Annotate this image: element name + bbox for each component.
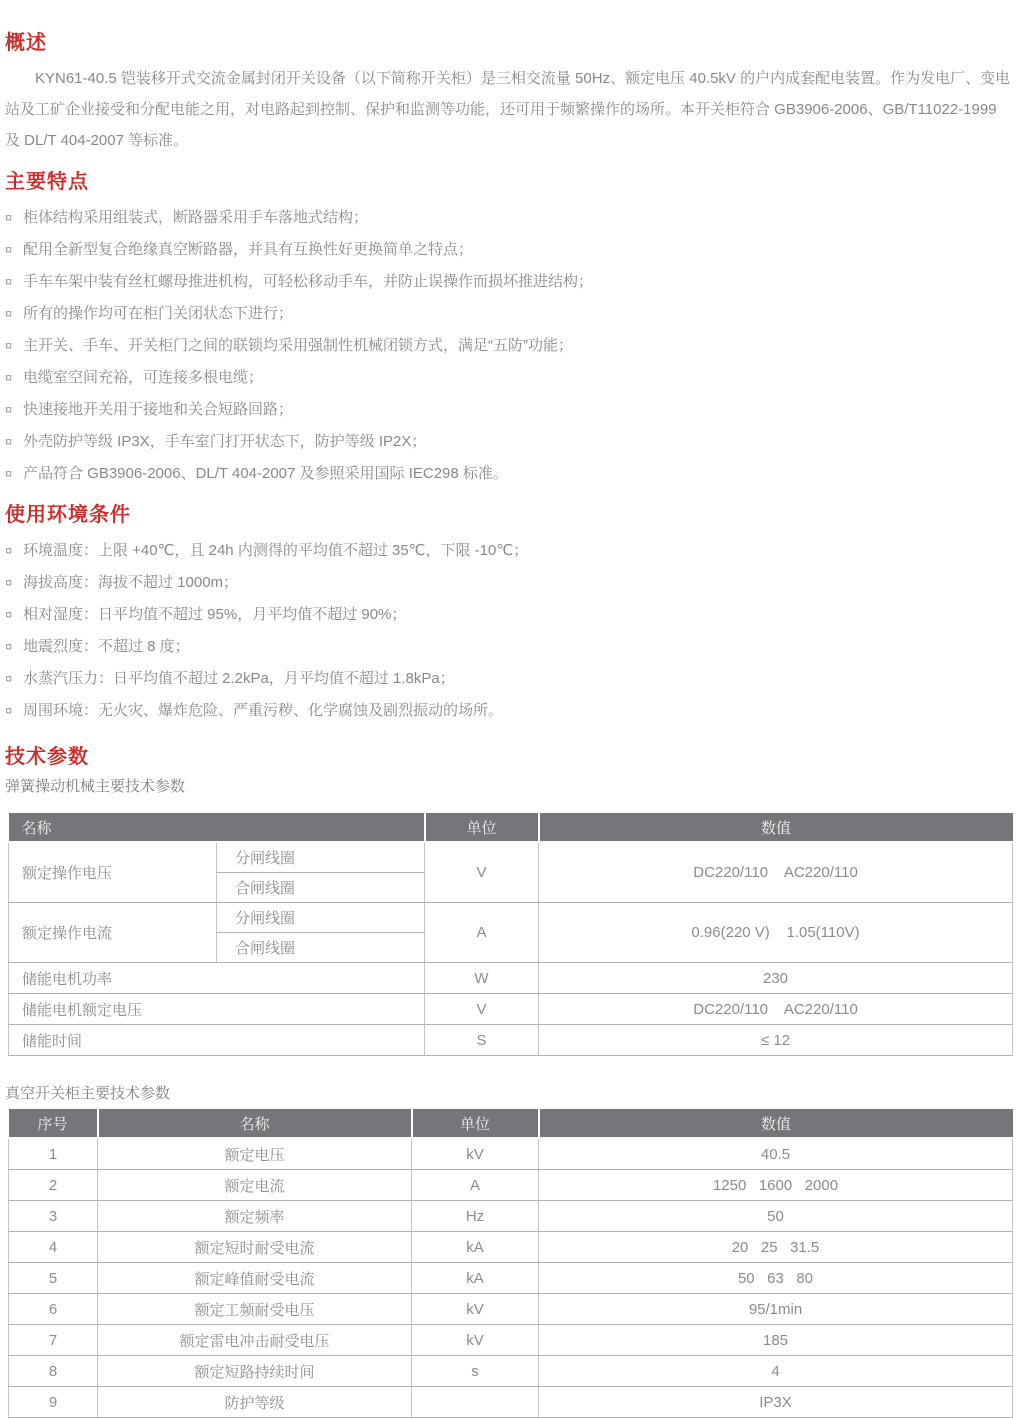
env-item-text: 水蒸汽压力：日平均值不超过 2.2kPa，月平均值不超过 1.8kPa； [23, 670, 455, 687]
feature-item-text: 所有的操作均可在柜门关闭状态下进行； [23, 305, 294, 322]
cell-name: 额定电压 [98, 1138, 412, 1170]
cell-unit: W [425, 963, 539, 994]
table-row [9, 1325, 1013, 1356]
cell-unit: S [425, 1025, 539, 1056]
cell-no: 1 [9, 1138, 98, 1170]
env-item-text: 地震烈度：不超过 8 度； [23, 638, 190, 655]
cell-no: 8 [9, 1356, 98, 1387]
cell-no: 6 [9, 1294, 98, 1325]
cell-unit: kV [412, 1138, 539, 1170]
table-row [9, 963, 1013, 994]
bullet-icon: ¤ [5, 274, 13, 289]
cell-unit: kV [412, 1325, 539, 1356]
environment-list [5, 535, 1012, 727]
cell-value: IP3X [539, 1387, 1013, 1418]
cell-name: 储能时间 [9, 1025, 425, 1056]
env-item [5, 663, 1012, 695]
env-item [5, 631, 1012, 663]
bullet-icon: ¤ [5, 639, 13, 654]
bullet-icon: ¤ [5, 370, 13, 385]
cell-unit: kA [412, 1232, 539, 1263]
table-row [9, 1025, 1013, 1056]
feature-item [5, 234, 1012, 266]
cell-unit: kA [412, 1263, 539, 1294]
section-heading-environment: 使用环境条件 [5, 504, 131, 526]
bullet-icon: ¤ [5, 466, 13, 481]
cell-value: 230 [539, 963, 1013, 994]
cell-name: 储能电机额定电压 [9, 994, 425, 1025]
cell-subname: 分闸线圈 [217, 903, 425, 933]
cell-no: 4 [9, 1232, 98, 1263]
bullet-icon: ¤ [5, 434, 13, 449]
cell-subname: 分闸线圈 [217, 842, 425, 873]
cell-value: DC220/110 AC220/110 [539, 994, 1013, 1025]
cell-unit: kV [412, 1294, 539, 1325]
cell-name: 额定操作电压 [9, 842, 217, 903]
bullet-icon: ¤ [5, 575, 13, 590]
bullet-icon: ¤ [5, 338, 13, 353]
cell-name: 额定短路持续时间 [98, 1356, 412, 1387]
env-item [5, 567, 1012, 599]
table-row [9, 1356, 1013, 1387]
header-cell-value: 数值 [539, 1109, 1013, 1138]
header-cell-name: 名称 [98, 1109, 412, 1138]
cell-name: 额定雷电冲击耐受电压 [98, 1325, 412, 1356]
feature-item [5, 394, 1012, 426]
cell-unit [412, 1387, 539, 1418]
env-item-text: 相对湿度：日平均值不超过 95%，月平均值不超过 90%； [23, 606, 407, 623]
cell-subname: 合闸线圈 [217, 933, 425, 963]
cell-unit: Hz [412, 1201, 539, 1232]
cell-subname: 合闸线圈 [217, 873, 425, 903]
cell-unit: A [425, 903, 539, 963]
cell-name: 额定工频耐受电压 [98, 1294, 412, 1325]
bullet-icon: ¤ [5, 607, 13, 622]
bullet-icon: ¤ [5, 543, 13, 558]
cell-value: 40.5 [539, 1138, 1013, 1170]
env-item-text: 海拔高度：海拔不超过 1000m； [23, 574, 239, 591]
feature-item-text: 外壳防护等级 IP3X，手车室门打开状态下，防护等级 IP2X； [23, 433, 427, 450]
bullet-icon: ¤ [5, 671, 13, 686]
bullet-icon: ¤ [5, 703, 13, 718]
cell-value: 185 [539, 1325, 1013, 1356]
feature-item [5, 266, 1012, 298]
bullet-icon: ¤ [5, 242, 13, 257]
feature-item [5, 426, 1012, 458]
feature-item [5, 362, 1012, 394]
header-cell-unit: 单位 [412, 1109, 539, 1138]
env-item [5, 695, 1012, 727]
cell-no: 5 [9, 1263, 98, 1294]
table-row [9, 1138, 1013, 1170]
bullet-icon: ¤ [5, 210, 13, 225]
table-row [9, 1263, 1013, 1294]
cell-unit: s [412, 1356, 539, 1387]
overview-paragraph: KYN61-40.5 铠装移开式交流金属封闭开关设备（以下简称开关柜）是三相交流量 50Hz、额定电压 40.5kV 的户内成套配电装置。作为发电厂、变电站及工矿企业接受和分配电能之用，对电路起到控制、保护和监测等功能，还可用于频繁操作的场所。本开关柜符合 GB3906-2006、GB/T11022-1999 及 DL/T 404-2007 等标准。 [5, 70, 1011, 149]
header-cell-value: 数值 [539, 813, 1013, 842]
header-cell-name: 名称 [9, 813, 425, 842]
feature-item-text: 手车车架中装有丝杠螺母推进机构，可轻松移动手车，并防止误操作而损坏推进结构； [23, 273, 594, 290]
cell-name: 储能电机功率 [9, 963, 425, 994]
table-row [9, 903, 1013, 933]
table-header-row [9, 1109, 1013, 1138]
feature-item [5, 202, 1012, 234]
cell-value: DC220/110 AC220/110 [539, 842, 1013, 903]
cell-name: 额定频率 [98, 1201, 412, 1232]
section-heading-overview: 概述 [5, 32, 47, 54]
cell-no: 7 [9, 1325, 98, 1356]
vacuum-params-table [8, 1109, 1013, 1418]
cell-name: 额定峰值耐受电流 [98, 1263, 412, 1294]
cell-unit: A [412, 1170, 539, 1201]
cell-no: 3 [9, 1201, 98, 1232]
table-header-row [9, 813, 1013, 842]
env-item-text: 环境温度：上限 +40℃，且 24h 内测得的平均值不超过 35℃，下限 -10℃； [23, 542, 529, 559]
table-row [9, 1201, 1013, 1232]
spring-table-caption: 弹簧操动机械主要技术参数 [5, 778, 186, 795]
cell-name: 防护等级 [98, 1387, 412, 1418]
section-heading-tech-params: 技术参数 [5, 746, 89, 768]
cell-unit: V [425, 994, 539, 1025]
feature-item [5, 458, 1012, 490]
header-cell-no: 序号 [9, 1109, 98, 1138]
table-row [9, 1170, 1013, 1201]
feature-item-text: 主开关、手车、开关柜门之间的联锁均采用强制性机械闭锁方式，满足“五防”功能； [23, 337, 573, 354]
table-row [9, 1294, 1013, 1325]
env-item [5, 535, 1012, 567]
cell-value: ≤ 12 [539, 1025, 1013, 1056]
feature-item-text: 产品符合 GB3906-2006、DL/T 404-2007 及参照采用国际 IEC298 标准。 [23, 465, 508, 482]
cell-value: 95/1min [539, 1294, 1013, 1325]
cell-no: 9 [9, 1387, 98, 1418]
feature-item-text: 快速接地开关用于接地和关合短路回路； [23, 401, 294, 418]
cell-value: 20 25 31.5 [539, 1232, 1013, 1263]
env-item-text: 周围环境：无火灾、爆炸危险、严重污秽、化学腐蚀及剧烈振动的场所。 [23, 702, 504, 719]
cell-name: 额定电流 [98, 1170, 412, 1201]
cell-value: 50 63 80 [539, 1263, 1013, 1294]
table-row [9, 842, 1013, 873]
table-row [9, 1387, 1013, 1418]
cell-unit: V [425, 842, 539, 903]
cell-value: 1250 1600 2000 [539, 1170, 1013, 1201]
bullet-icon: ¤ [5, 402, 13, 417]
feature-item-text: 柜体结构采用组装式，断路器采用手车落地式结构； [23, 209, 369, 226]
cell-value: 0.96(220 V) 1.05(110V) [539, 903, 1013, 963]
feature-item [5, 298, 1012, 330]
spring-params-table [8, 813, 1013, 1056]
cell-value: 50 [539, 1201, 1013, 1232]
cell-value: 4 [539, 1356, 1013, 1387]
feature-item-text: 电缆室空间充裕，可连接多根电缆； [23, 369, 264, 386]
cell-no: 2 [9, 1170, 98, 1201]
cell-name: 额定短时耐受电流 [98, 1232, 412, 1263]
table-row [9, 994, 1013, 1025]
bullet-icon: ¤ [5, 306, 13, 321]
cell-name: 额定操作电流 [9, 903, 217, 963]
feature-item-text: 配用全新型复合绝缘真空断路器，并具有互换性好更换简单之特点； [23, 241, 474, 258]
header-cell-unit: 单位 [425, 813, 539, 842]
env-item [5, 599, 1012, 631]
section-heading-features: 主要特点 [5, 171, 89, 193]
feature-item [5, 330, 1012, 362]
vacuum-table-caption: 真空开关柜主要技术参数 [5, 1085, 171, 1102]
features-list [5, 202, 1012, 490]
table-row [9, 1232, 1013, 1263]
